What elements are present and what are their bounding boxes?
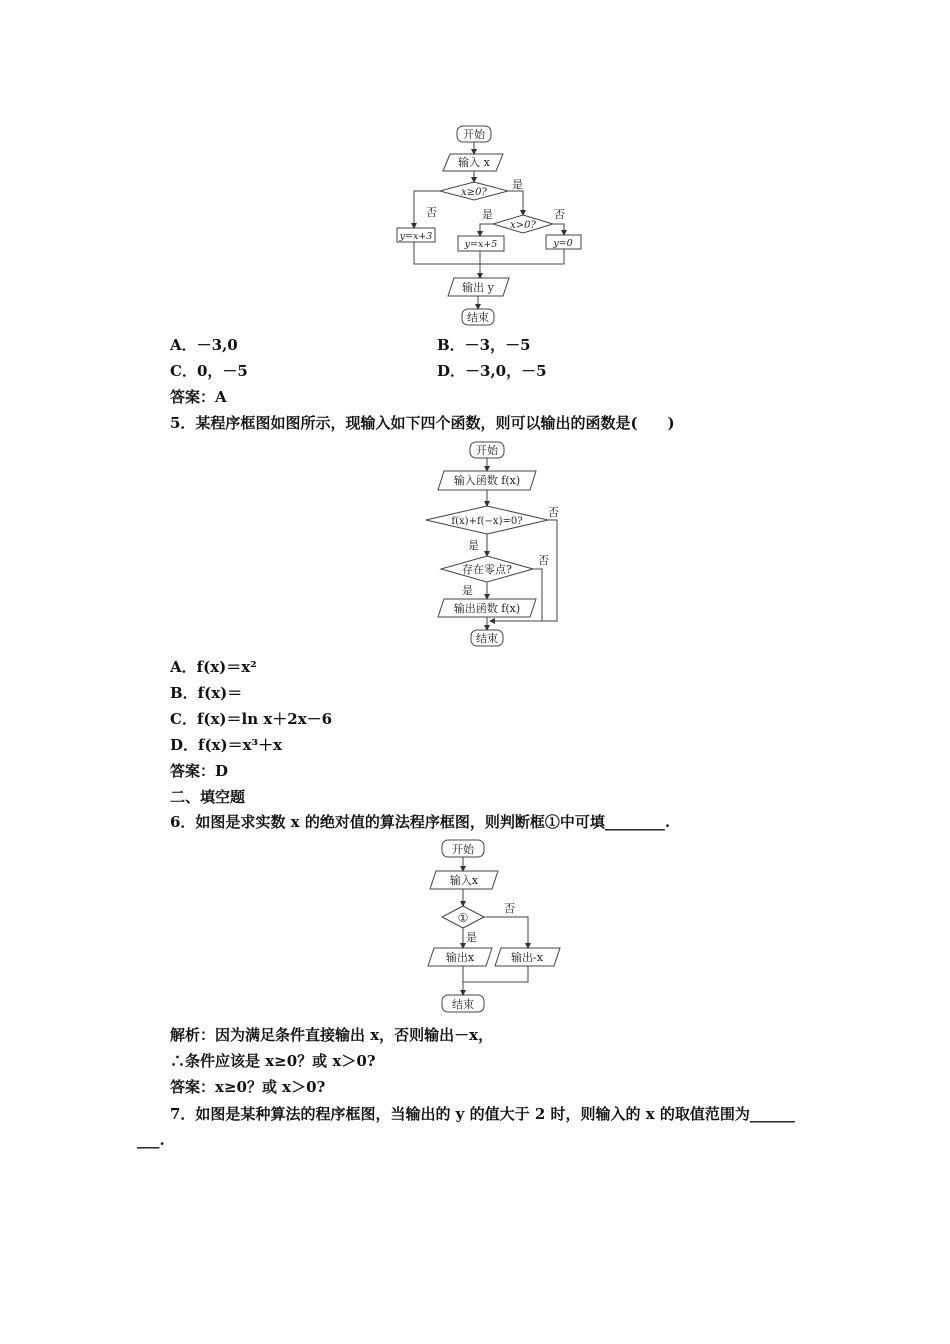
no-label: 否 <box>504 902 515 915</box>
no2-label: 否 <box>554 208 565 221</box>
yes1-label: 是 <box>512 178 523 191</box>
cond2-label: x>0? <box>510 220 536 231</box>
cond1-label: f(x)+f(−x)=0? <box>451 516 523 527</box>
box-right-label: y=0 <box>553 238 573 249</box>
no1-label: 否 <box>548 506 559 519</box>
no1-label: 否 <box>426 206 437 219</box>
q4-answer: 答案：A <box>170 388 227 406</box>
out-right-label: 输出-x <box>511 951 543 964</box>
start-label: 开始 <box>476 444 498 457</box>
q6-stem: 6．如图是求实数 x 的绝对值的算法程序框图，则判断框①中可填________. <box>170 813 671 831</box>
output-label: 输出 y <box>462 281 494 294</box>
end-label: 结束 <box>467 311 489 324</box>
out-left-label: 输出x <box>445 951 475 964</box>
section-title: 二、填空题 <box>170 788 246 806</box>
q4-option-a: A．－3,0 <box>170 336 238 354</box>
input-label: 输入函数 f(x) <box>453 474 521 487</box>
input-label: 输入x <box>449 874 479 887</box>
cond1-label: x≥0? <box>461 187 487 198</box>
yes1-label: 是 <box>468 539 479 552</box>
start-label: 开始 <box>463 128 485 141</box>
q6-analysis-2: ∴条件应该是 x≥0？或 x＞0? <box>170 1052 376 1070</box>
cond2-label: 存在零点? <box>462 563 512 576</box>
yes2-label: 是 <box>482 208 493 221</box>
box-left-label: y=x+3 <box>399 231 433 242</box>
q4-option-b: B．－3，－5 <box>437 336 531 354</box>
q5-option-d: D．f(x)＝x³＋x <box>170 736 283 754</box>
q5-answer: 答案：D <box>170 762 229 780</box>
q6-answer: 答案：x≥0？或 x＞0? <box>170 1078 326 1096</box>
q4-option-d: D．－3,0，－5 <box>437 362 547 380</box>
q5-option-c: C．f(x)＝ln x＋2x－6 <box>170 710 333 728</box>
flowchart-q4 <box>390 118 590 330</box>
yes-label: 是 <box>466 931 477 944</box>
q5-stem: 5．某程序框图如图所示，现输入如下四个函数，则可以输出的函数是( ) <box>170 414 675 432</box>
q5-option-b: B．f(x)＝ <box>170 684 243 702</box>
no2-label: 否 <box>538 554 549 567</box>
yes2-label: 是 <box>462 584 473 597</box>
end-label: 结束 <box>476 632 498 645</box>
end-label: 结束 <box>452 998 474 1011</box>
start-label: 开始 <box>452 843 474 856</box>
box-mid-label: y=x+5 <box>464 239 498 250</box>
output-label: 输出函数 f(x) <box>453 602 521 615</box>
q6-analysis-1: 解析：因为满足条件直接输出 x，否则输出－x， <box>170 1026 494 1044</box>
flowchart-q6 <box>420 836 570 1018</box>
flowchart-q5 <box>420 438 570 652</box>
q7-stem-end: ___. <box>137 1131 165 1149</box>
input-label: 输入 x <box>458 156 490 169</box>
cond-label: ① <box>457 911 469 925</box>
q7-stem: 7．如图是某种算法的程序框图，当输出的 y 的值大于 2 时，则输入的 x 的取值范围为______ <box>170 1105 795 1123</box>
q5-option-a: A．f(x)＝x² <box>170 658 257 676</box>
q4-option-c: C．0，－5 <box>170 362 248 380</box>
